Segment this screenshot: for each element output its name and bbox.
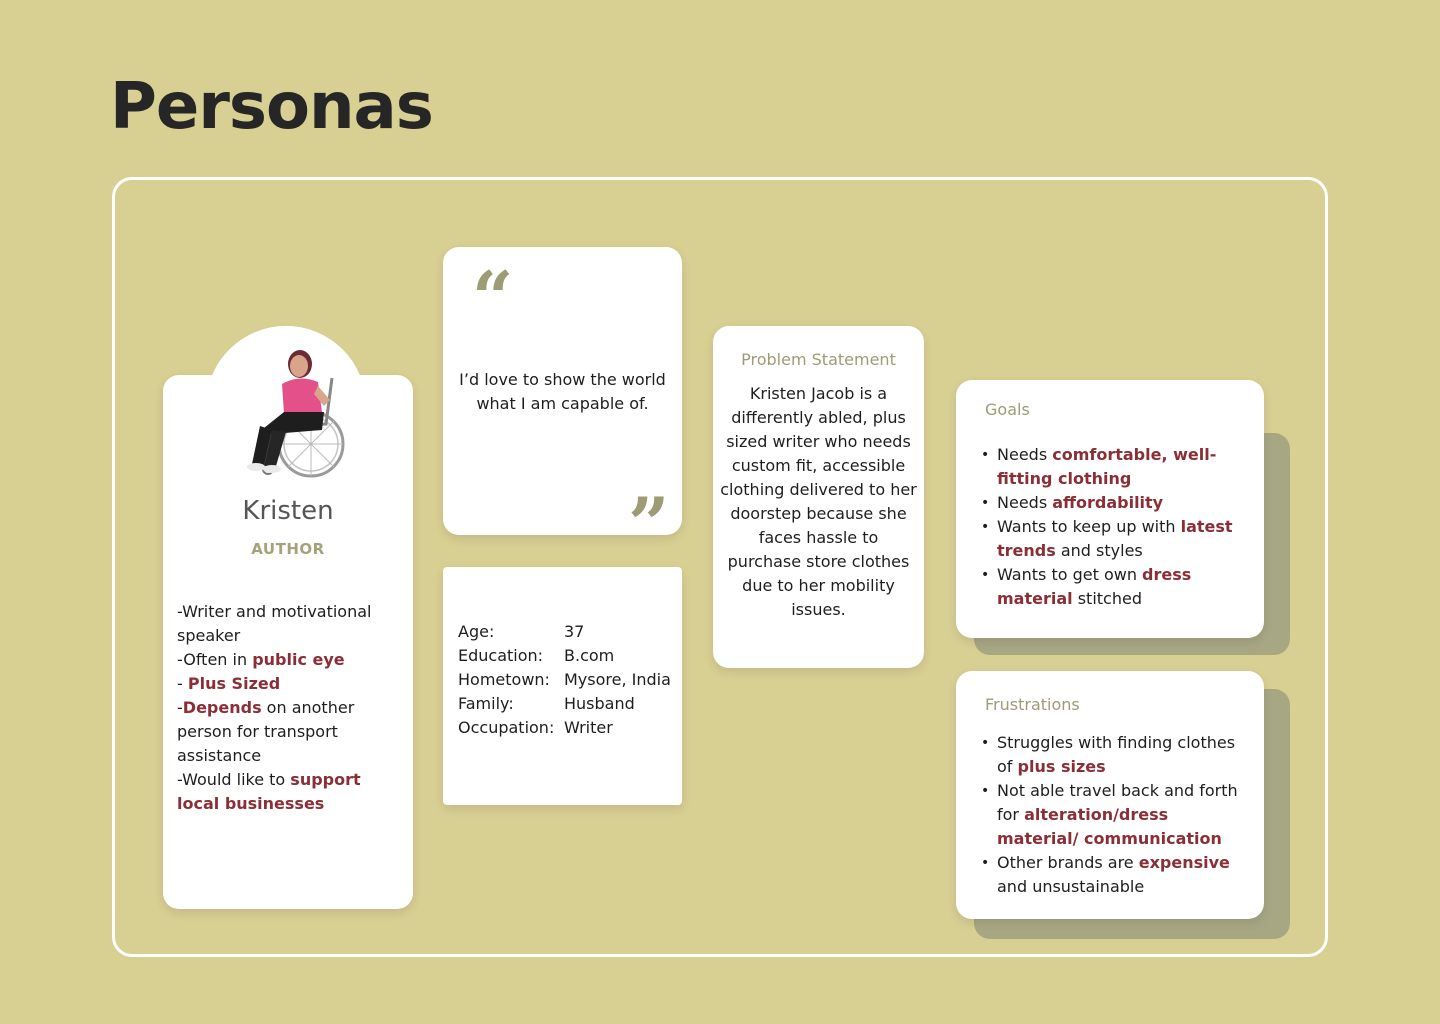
goal-item	[981, 443, 1249, 491]
trait-item	[177, 696, 399, 768]
frustration-highlight: alteration/dress material/ communication	[997, 805, 1222, 848]
trait-highlight: Depends	[182, 698, 262, 717]
goal-highlight: dress material	[997, 565, 1192, 608]
demographics-table	[458, 620, 671, 740]
trait-text: on another person for transport assistance	[177, 698, 355, 765]
trait-text: -Often in	[177, 650, 253, 669]
demographic-value: Writer	[564, 718, 613, 737]
frustration-highlight: expensive	[1138, 853, 1230, 872]
demographic-value: B.com	[564, 646, 615, 665]
frustration-item	[981, 731, 1249, 779]
persona-name: Kristen	[242, 496, 334, 526]
frustration-item	[981, 779, 1249, 851]
demographic-value: 37	[564, 622, 585, 641]
goal-item	[981, 563, 1249, 611]
goals-title: Goals	[985, 400, 1030, 419]
trait-item	[177, 768, 399, 816]
goal-item	[981, 491, 1249, 515]
goal-text: and styles	[1055, 541, 1143, 560]
persona-traits	[177, 600, 399, 816]
demographic-label: Hometown:	[458, 670, 550, 689]
demographic-value: Mysore, India	[564, 670, 671, 689]
goal-highlight: comfortable, well-fitting clothing	[997, 445, 1217, 488]
frustration-text: Struggles with finding clothes of	[997, 733, 1236, 776]
person-in-wheelchair-illustration	[206, 326, 366, 486]
frustrations-title: Frustrations	[985, 695, 1080, 714]
demographics-row	[458, 716, 671, 740]
demographic-label: Family:	[458, 694, 514, 713]
frustration-text: and unsustainable	[997, 877, 1145, 896]
demographic-label: Occupation:	[458, 718, 555, 737]
problem-statement-title: Problem Statement	[741, 350, 896, 369]
persona-role: AUTHOR	[251, 540, 325, 558]
demographic-value: Husband	[564, 694, 635, 713]
trait-highlight: support local businesses	[177, 770, 361, 813]
goal-text: Wants to keep up with	[997, 517, 1181, 536]
goal-highlight: affordability	[1052, 493, 1164, 512]
quote-text: I’d love to show the world what I am capable of.	[459, 370, 666, 413]
goal-text: stitched	[1072, 589, 1142, 608]
trait-item	[177, 600, 399, 648]
trait-text: -Writer and motivational speaker	[177, 602, 372, 645]
frustration-highlight: plus sizes	[1017, 757, 1106, 776]
trait-text: -Would like to	[177, 770, 291, 789]
demographics-row	[458, 644, 671, 668]
demographic-label: Age:	[458, 622, 495, 641]
demographics-row	[458, 692, 671, 716]
trait-item	[177, 672, 399, 696]
page-title: Personas	[110, 70, 433, 144]
problem-statement-text: Kristen Jacob is a differently abled, plus sized writer who needs custom fit, accessible clothing delivered to her doorstep because she faces hassle to purchase store clothes due to her mobility issues.	[720, 384, 917, 619]
frustrations-list	[981, 731, 1249, 899]
trait-highlight: Plus Sized	[187, 674, 281, 693]
goal-highlight: latest trends	[997, 517, 1233, 560]
goals-list	[981, 443, 1249, 611]
trait-item	[177, 648, 399, 672]
frustration-item	[981, 851, 1249, 899]
goal-text: Needs	[997, 493, 1053, 512]
persona-avatar	[206, 326, 366, 486]
trait-text: -	[177, 698, 183, 717]
frustration-text: Not able travel back and forth for	[997, 781, 1238, 824]
goal-item	[981, 515, 1249, 563]
trait-text: -	[177, 674, 188, 693]
demographics-row	[458, 620, 671, 644]
demographics-row	[458, 668, 671, 692]
open-quote-icon: “	[472, 255, 514, 340]
close-quote-icon: ”	[628, 481, 670, 566]
trait-highlight: public eye	[252, 650, 345, 669]
goal-text: Needs	[997, 445, 1053, 464]
goal-text: Wants to get own	[997, 565, 1143, 584]
frustration-text: Other brands are	[997, 853, 1139, 872]
demographic-label: Education:	[458, 646, 544, 665]
